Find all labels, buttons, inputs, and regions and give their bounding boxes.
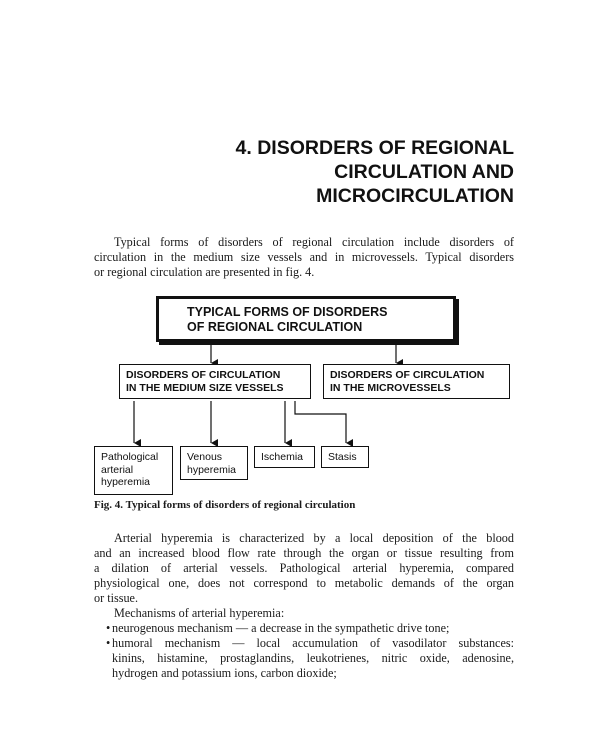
leaf-stasis bbox=[321, 446, 369, 468]
root-label-line: OF REGIONAL CIRCULATION bbox=[187, 320, 363, 334]
text-line: circulation in the medium size vessels and in microvessels. Typical disorders bbox=[94, 250, 514, 264]
text-line: or regional circulation are presented in fig. 4. bbox=[94, 265, 315, 279]
micro-label-line: IN THE MICROVESSELS bbox=[330, 382, 451, 394]
text-line: or tissue. bbox=[94, 591, 139, 605]
leaf-label-line: hyperemia bbox=[187, 463, 237, 476]
mechanisms-heading: Mechanisms of arterial hyperemia: bbox=[114, 606, 285, 620]
leaf-label-line: arterial bbox=[101, 463, 134, 476]
medium-label-line: DISORDERS OF CIRCULATION bbox=[126, 369, 281, 381]
diagram-root-box bbox=[156, 296, 456, 342]
leaf-label-line: Venous bbox=[187, 451, 223, 463]
body-paragraph bbox=[94, 531, 514, 606]
diagram-microvessels-box bbox=[323, 364, 510, 399]
text-line: Typical forms of disorders of regional circulation include disorders of bbox=[114, 235, 514, 249]
text-line: neurogenous mechanism — a decrease in the sympathetic drive tone; bbox=[112, 621, 450, 635]
chapter-title-line: 4. DISORDERS OF REGIONAL bbox=[235, 137, 514, 159]
text-line: and an increased blood flow rate through the organ or tissue resulting from bbox=[94, 546, 514, 560]
text-line: hydrogen and potassium ions, carbon dioxide; bbox=[112, 666, 337, 680]
text-line: humoral mechanism — local accumulation of vasodilator substances: bbox=[112, 636, 514, 650]
figure-caption: Fig. 4. Typical forms of disorders of regional circulation bbox=[94, 499, 356, 511]
leaf-venous-hyperemia bbox=[180, 446, 248, 480]
bullet-icon: • bbox=[106, 636, 111, 650]
leaf-label-line: Pathological bbox=[101, 451, 159, 463]
mechanisms-section bbox=[94, 606, 514, 681]
list-item bbox=[94, 621, 514, 636]
medium-label-line: IN THE MEDIUM SIZE VESSELS bbox=[126, 382, 284, 394]
chapter-title-line: CIRCULATION AND bbox=[334, 161, 514, 183]
list-item bbox=[94, 636, 514, 681]
micro-label-line: DISORDERS OF CIRCULATION bbox=[330, 369, 485, 381]
root-label-line: TYPICAL FORMS OF DISORDERS bbox=[187, 305, 388, 319]
leaf-ischemia bbox=[254, 446, 315, 468]
diagram-medium-vessels-box bbox=[119, 364, 311, 399]
leaf-label-line: Stasis bbox=[328, 451, 357, 463]
text-line: physiological one, does not correspond to metabolic demands of the organ bbox=[94, 576, 514, 590]
text-line: Arterial hyperemia is characterized by a local deposition of the blood bbox=[114, 531, 514, 545]
chapter-title-line: MICROCIRCULATION bbox=[316, 185, 514, 207]
bullet-icon: • bbox=[106, 621, 111, 635]
leaf-label-line: hyperemia bbox=[101, 476, 151, 488]
leaf-pathological-arterial-hyperemia bbox=[94, 446, 173, 495]
text-line: kinins, histamine, prostaglandins, leukotrienes, nitric oxide, adenosine, bbox=[112, 651, 514, 665]
text-line: a dilation of arterial vessels. Pathological arterial hyperemia, compared bbox=[94, 561, 514, 575]
leaf-label-line: Ischemia bbox=[261, 451, 304, 463]
connector-stasis bbox=[295, 401, 346, 443]
